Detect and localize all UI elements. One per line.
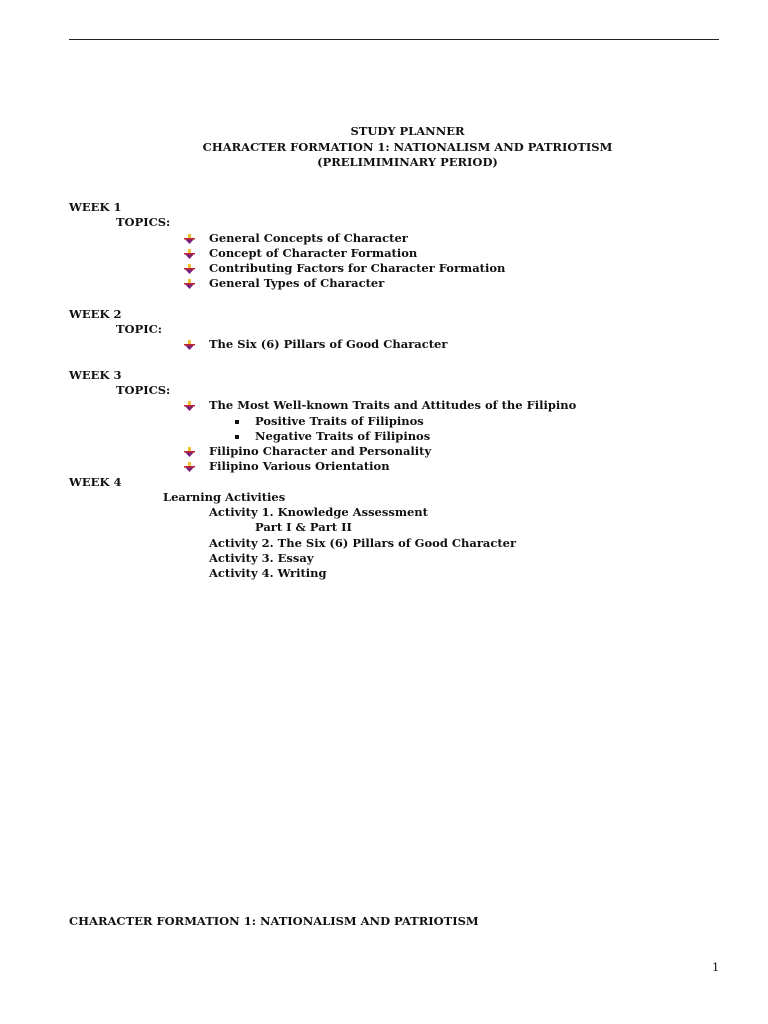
list-item (69, 261, 729, 276)
activity-subitem: Part I & Part II (255, 520, 352, 535)
activity-item: Activity 2. The Six (6) Pillars of Good Character (209, 535, 517, 550)
list-item (69, 246, 729, 261)
list-item (69, 231, 729, 246)
course-title: CHARACTER FORMATION 1: NATIONALISM AND PATRIOTISM (202, 139, 613, 154)
sub-list-item (69, 429, 729, 444)
topic-text: General Concepts of Character (209, 230, 408, 245)
week-2-topic-heading: TOPIC: (116, 322, 162, 336)
activity-item: Activity 4. Writing (209, 566, 327, 580)
topic-text: Contributing Factors for Character Formation (209, 261, 506, 275)
week-1-topics-heading: TOPICS: (116, 215, 171, 230)
learning-activities-heading: Learning Activities (163, 489, 286, 504)
footer-text: CHARACTER FORMATION 1: NATIONALISM AND PATRIOTISM (69, 914, 479, 928)
title-block (0, 124, 768, 171)
week-1-label: WEEK 1 (69, 200, 122, 214)
period-label: (PRELIMIMINARY PERIOD) (317, 155, 498, 169)
subtopic-text: Positive Traits of Filipinos (255, 413, 424, 428)
week-4-label: WEEK 4 (69, 474, 122, 489)
list-item (69, 444, 729, 459)
arrow-bullet-icon (184, 447, 196, 457)
arrow-bullet-icon (184, 462, 196, 472)
topic-text: Filipino Character and Personality (209, 444, 432, 458)
arrow-bullet-icon (184, 340, 196, 350)
topic-text: The Six (6) Pillars of Good Character (209, 337, 448, 352)
activity-item: Activity 1. Knowledge Assessment (209, 505, 428, 519)
list-item (69, 337, 729, 352)
planner-content (69, 200, 729, 581)
activity-item: Activity 3. Essay (209, 550, 314, 565)
topic-text: Filipino Various Orientation (209, 459, 390, 474)
arrow-bullet-icon (184, 234, 196, 244)
page-number: 1 (712, 960, 720, 974)
sub-list-item (69, 414, 729, 429)
topic-text: General Types of Character (209, 276, 385, 291)
square-bullet-icon (235, 420, 239, 424)
list-item (69, 459, 729, 474)
arrow-bullet-icon (184, 401, 196, 411)
week-3-topics-heading: TOPICS: (116, 383, 171, 397)
week-2-label: WEEK 2 (69, 306, 122, 321)
arrow-bullet-icon (184, 264, 196, 274)
square-bullet-icon (235, 435, 239, 439)
list-item (69, 398, 729, 413)
topic-text: Concept of Character Formation (209, 245, 418, 260)
arrow-bullet-icon (184, 279, 196, 289)
header-rule (69, 39, 719, 40)
week-3-label: WEEK 3 (69, 367, 122, 382)
arrow-bullet-icon (184, 249, 196, 259)
document-title: STUDY PLANNER (350, 124, 465, 138)
subtopic-text: Negative Traits of Filipinos (255, 428, 431, 443)
topic-text: The Most Well-known Traits and Attitudes of the Filipino (209, 398, 577, 413)
list-item (69, 276, 729, 291)
